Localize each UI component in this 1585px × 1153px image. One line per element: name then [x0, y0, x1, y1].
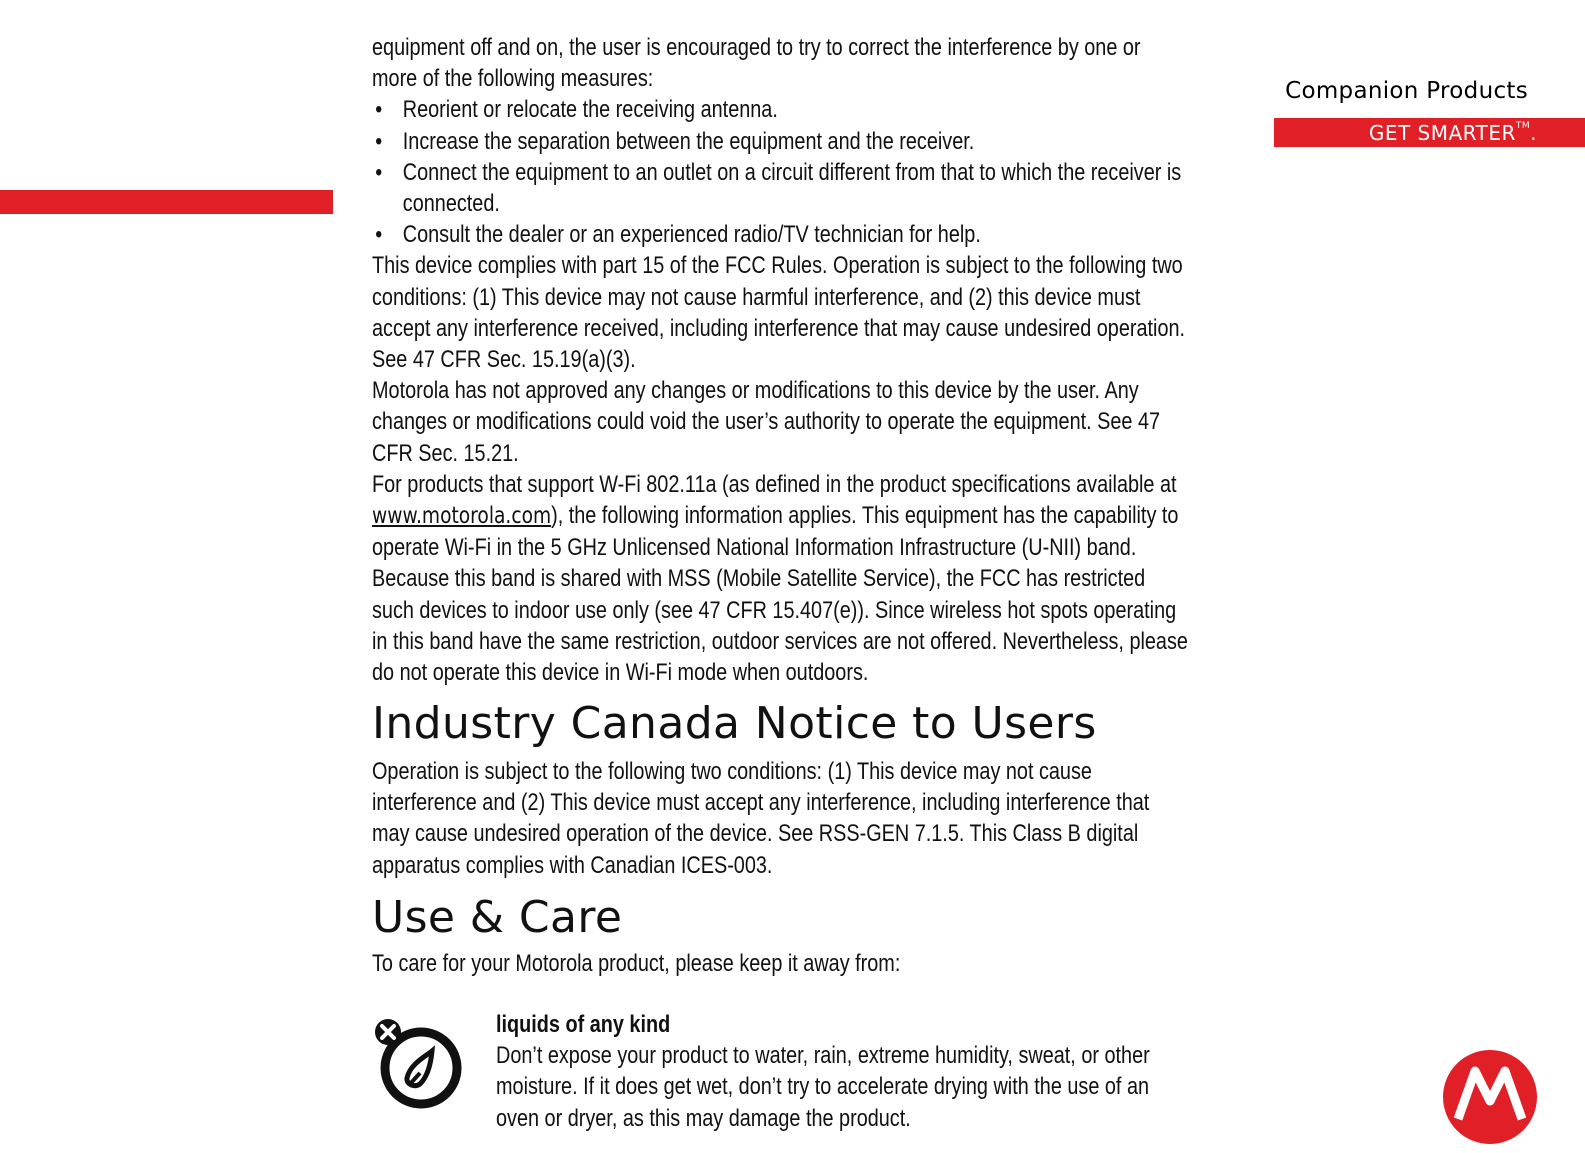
fcc-section: [372, 32, 1190, 688]
list-item: • Increase the separation between the equipment and the receiver.: [372, 126, 1190, 157]
canada-section: [372, 756, 1190, 881]
care-intro-block: [372, 948, 1190, 979]
care-intro: To care for your Motorola product, please keep it away from:: [372, 950, 901, 977]
care-item-title: liquids of any kind: [496, 1011, 671, 1038]
motorola-logo: [1442, 1049, 1538, 1145]
left-accent-bar: [0, 190, 333, 214]
care-item-liquids: [496, 1009, 1176, 1134]
brand-tagline: Companion Products: [1285, 78, 1528, 104]
motorola-website-link[interactable]: www.motorola.com: [372, 503, 552, 530]
brand-slogan-bar: [1274, 118, 1585, 147]
no-liquids-icon: [374, 1018, 470, 1114]
list-item: • Reorient or relocate the receiving antenna.: [372, 94, 1190, 125]
fcc-wifi-paragraph: For products that support W-Fi 802.11a (as defined in the product specifications available at www.motorola.com), the following information applies. This equipment has the capability to operate Wi-Fi in the 5 GHz Unlicensed National Information Infrastructure (U-NII) band. Because this band is shared with MSS (Mobile Satellite Service), the FCC has restricted such devices to indoor use only (see 47 CFR 15.407(e)). Since wireless hot spots operating in this band have the same restriction, outdoor services are not offered. Nevertheless, please do not operate this device in Wi-Fi mode when outdoors.: [372, 470, 1188, 687]
list-item: • Connect the equipment to an outlet on a circuit different from that to which the receiver is connected.: [372, 157, 1190, 219]
care-heading: Use & Care: [372, 892, 623, 943]
canada-body: Operation is subject to the following two conditions: (1) This device may not cause interference and (2) This device must accept any interference, including interference that may cause undesired operation of the device. See RSS-GEN 7.1.5. This Class B digital apparatus complies with Canadian ICES-003.: [372, 758, 1150, 879]
canada-heading: Industry Canada Notice to Users: [372, 698, 1097, 749]
trademark-mark: TM: [1515, 121, 1531, 131]
fcc-measures-list: [372, 94, 1190, 250]
fcc-modifications-paragraph: Motorola has not approved any changes or modifications to this device by the user. Any changes or modifications could void the user’s authority to operate the equipment. See 47 CFR Sec. 15.21.: [372, 377, 1161, 467]
care-item-body: Don’t expose your product to water, rain, extreme humidity, sweat, or other moisture. If it does get wet, don’t try to accelerate drying with the use of an oven or dryer, as this may damage the product.: [496, 1042, 1150, 1132]
fcc-part15-paragraph: This device complies with part 15 of the FCC Rules. Operation is subject to the following two conditions: (1) This device may not cause harmful interference, and (2) this device must accept any interference received, including interference that may cause undesired operation. See 47 CFR Sec. 15.19(a)(3).: [372, 252, 1186, 374]
list-item: • Consult the dealer or an experienced radio/TV technician for help.: [372, 219, 1190, 250]
brand-slogan: GET SMARTER™.: [1368, 121, 1537, 145]
fcc-intro: equipment off and on, the user is encouraged to try to correct the interference by one or more of the following measures:: [372, 34, 1141, 93]
